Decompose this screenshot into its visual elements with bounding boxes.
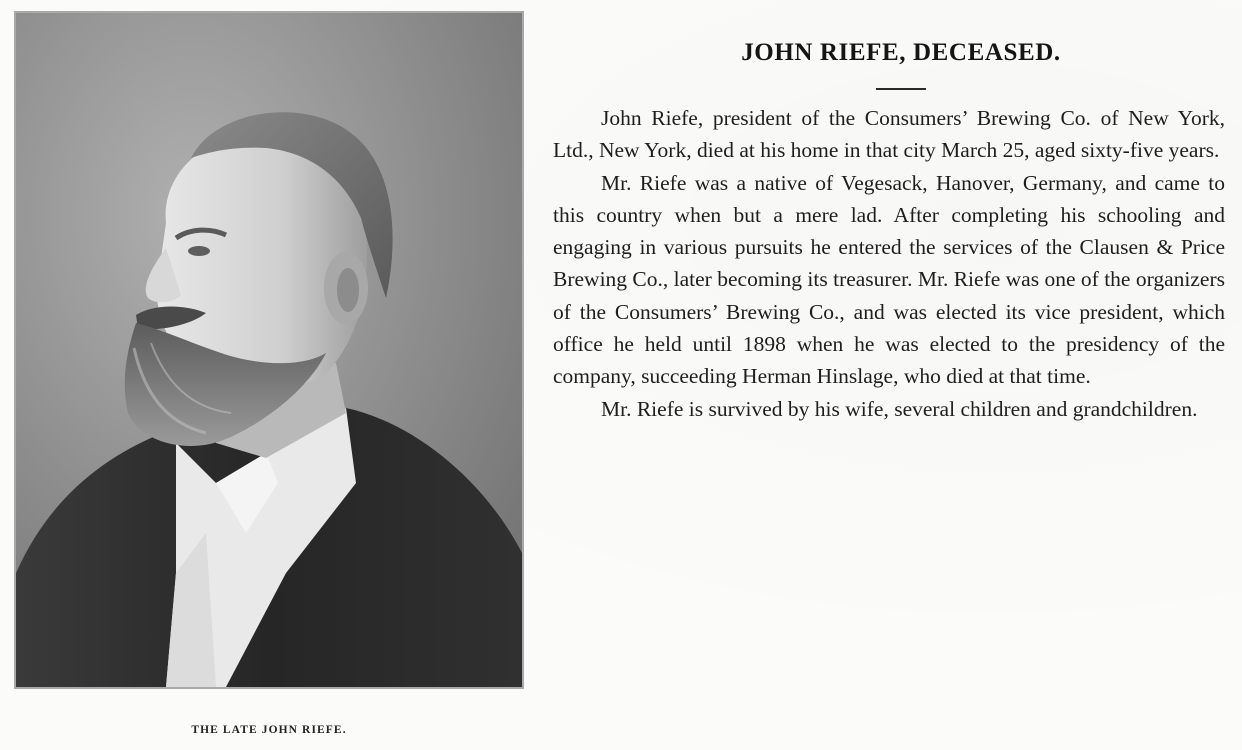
article-paragraph: Mr. Riefe was a native of Vegesack, Hanover, Germany, and came to this country when but a mere lad. After completing his schooling and engaging in various pursuits he entered the services of the Clausen & Price Brewing Co., later becoming its treasurer. Mr. Riefe was one of the organizers of the Consumers’ Brewing Co., and was elected its vice president, which office he held until 1898 when he was elected to the presidency of the company, succeeding Herman Hinslage, who died at that time. (553, 170, 1225, 389)
portrait-illustration (16, 13, 522, 687)
obituary-article (553, 36, 1225, 425)
article-paragraph: Mr. Riefe is survived by his wife, several children and grandchildren. (601, 396, 1198, 421)
title-divider (876, 88, 926, 90)
article-title: JOHN RIEFE, DECEASED. (741, 39, 1061, 66)
article-paragraph: John Riefe, president of the Consumers’ Brewing Co. of New York, Ltd., New York, died at his home in that city March 25, aged sixty-five years. (553, 106, 1225, 163)
article-body (553, 102, 1225, 425)
portrait-photo (14, 11, 524, 689)
portrait-caption: THE LATE JOHN RIEFE. (191, 724, 347, 736)
